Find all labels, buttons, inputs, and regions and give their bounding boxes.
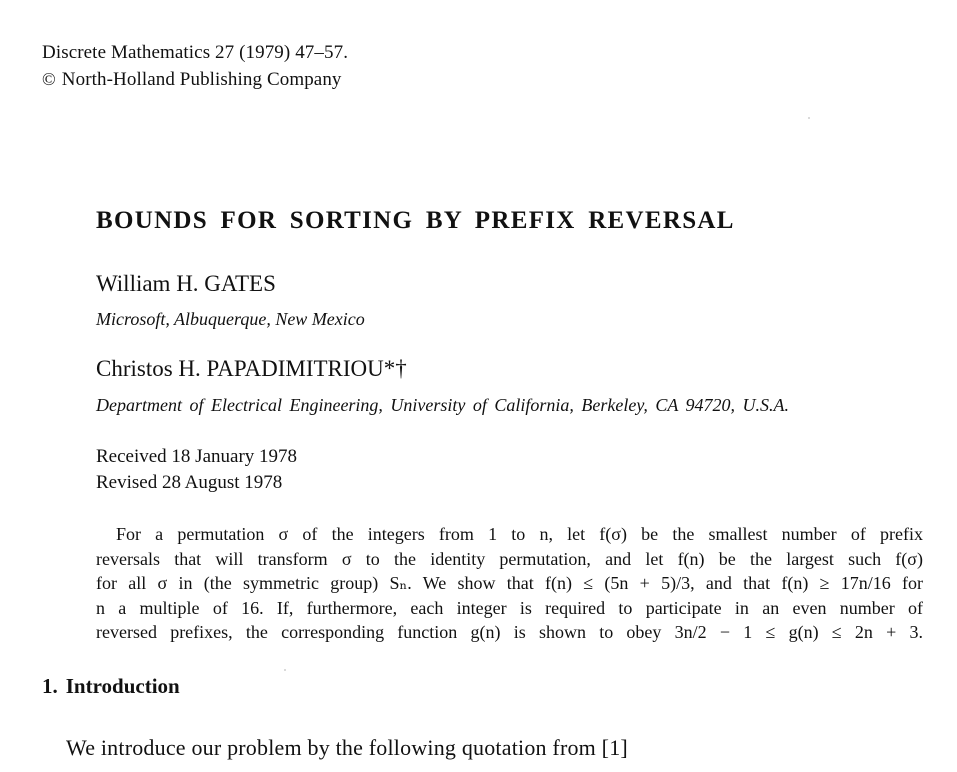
copyright-line — [42, 66, 348, 93]
revised-date: Revised 28 August 1978 — [96, 472, 283, 493]
paper-dates — [96, 444, 297, 496]
scan-speck — [808, 117, 810, 119]
abstract-line: for all σ in (the symmetric group) Sₙ. We show that f(n) ≤ (5n + 5)/3, and that f(n) ≥ 17n/16 for — [96, 573, 923, 593]
received-date: Received 18 January 1978 — [96, 446, 298, 467]
paper-title: BOUNDS FOR SORTING BY PREFIX REVERSAL — [96, 207, 735, 234]
section-title: Introduction — [65, 674, 180, 698]
abstract-line: reversals that will transform σ to the identity permutation, and let f(n) be the largest such f(σ) — [96, 548, 923, 569]
section-number: 1. — [42, 674, 58, 698]
publisher-name: North-Holland Publishing Company — [61, 69, 342, 90]
abstract — [96, 522, 923, 645]
author-affiliation-1: Microsoft, Albuquerque, New Mexico — [96, 309, 365, 329]
author-affiliation-2: Department of Electrical Engineering, University of California, Berkeley, CA 94720, U.S.A. — [96, 395, 790, 415]
body-paragraph-start: We introduce our problem by the following quotation from [1] — [66, 735, 628, 760]
copyright-symbol: © — [42, 69, 56, 89]
author-name-1: William H. GATES — [96, 271, 276, 296]
abstract-line: n a multiple of 16. If, furthermore, each integer is required to participate in an even number of — [96, 597, 923, 618]
section-heading — [42, 674, 180, 699]
journal-citation: Discrete Mathematics 27 (1979) 47–57. — [42, 42, 349, 63]
scan-speck — [284, 669, 286, 671]
author-name-2: Christos H. PAPADIMITRIOU*† — [96, 356, 407, 381]
abstract-line: reversed prefixes, the corresponding function g(n) is shown to obey 3n/2 − 1 ≤ g(n) ≤ 2n + 3. — [96, 622, 923, 642]
abstract-line: For a permutation σ of the integers from 1 to n, let f(σ) be the smallest number of prefix — [116, 524, 923, 544]
journal-header — [42, 40, 348, 93]
